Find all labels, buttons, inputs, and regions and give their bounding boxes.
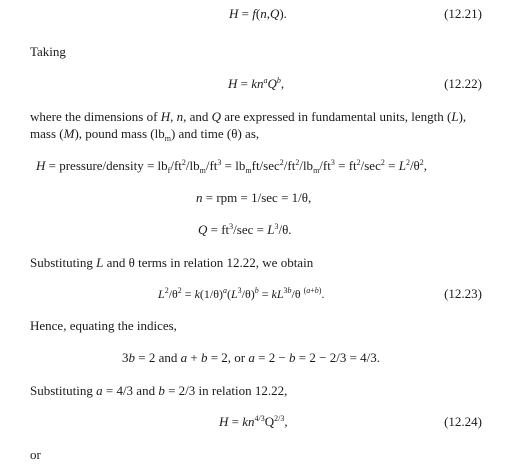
equation-pressure-density: H = pressure/density = $lb_f/ft^2/lb_m/ft^3 = lb_mft/\sec^2/ft^2/lb_m/ft^3 = ft^2/\sec^2 = L^2/\theta^2$,: [36, 158, 428, 175]
equation-12-23: $L^2/\theta^2 = k(1/\theta)^a(L^3/\theta)^b = kL^{3b}/\theta$ $^{(a+b)}$.: [158, 286, 325, 301]
equation-12-24: $H = kn^{4/3}Q^{2/3}$,: [219, 414, 288, 429]
paragraph-hence: Hence, equating the indices,: [30, 318, 177, 333]
equation-12-22: $H = kn^aQ^b$,: [228, 76, 285, 91]
equation-12-21: H = f(n,Q).: [229, 6, 287, 21]
paragraph-taking: Taking: [30, 44, 66, 59]
equation-q-flow: $Q = ft^3/\sec = L^3/\theta$.: [198, 222, 292, 237]
equation-indices: 3b = 2 and a + b = 2, or a = 2 − b = 2 − 2/3 = 4/3.: [122, 350, 381, 365]
paragraph-or: or: [30, 447, 41, 462]
paragraph-substituting-l: Substituting L and θ terms in relation 12.22, we obtain: [30, 255, 314, 270]
equation-number: (12.24): [444, 414, 482, 429]
equation-number: (12.22): [444, 76, 482, 91]
paragraph-dimensions-line2: mass (M), pound mass $(lb_m)$ and time (θ) as,: [30, 126, 260, 143]
paragraph-dimensions-line1: where the dimensions of H, n, and Q are expressed in fundamental units, length (L),: [30, 109, 467, 124]
equation-number: (12.21): [444, 6, 482, 21]
equation-number: (12.23): [444, 286, 482, 301]
paragraph-substituting-a: Substituting a = 4/3 and b = 2/3 in relation 12.22,: [30, 383, 288, 398]
equation-n-rpm: n = rpm = 1/sec = 1/θ,: [196, 190, 312, 205]
